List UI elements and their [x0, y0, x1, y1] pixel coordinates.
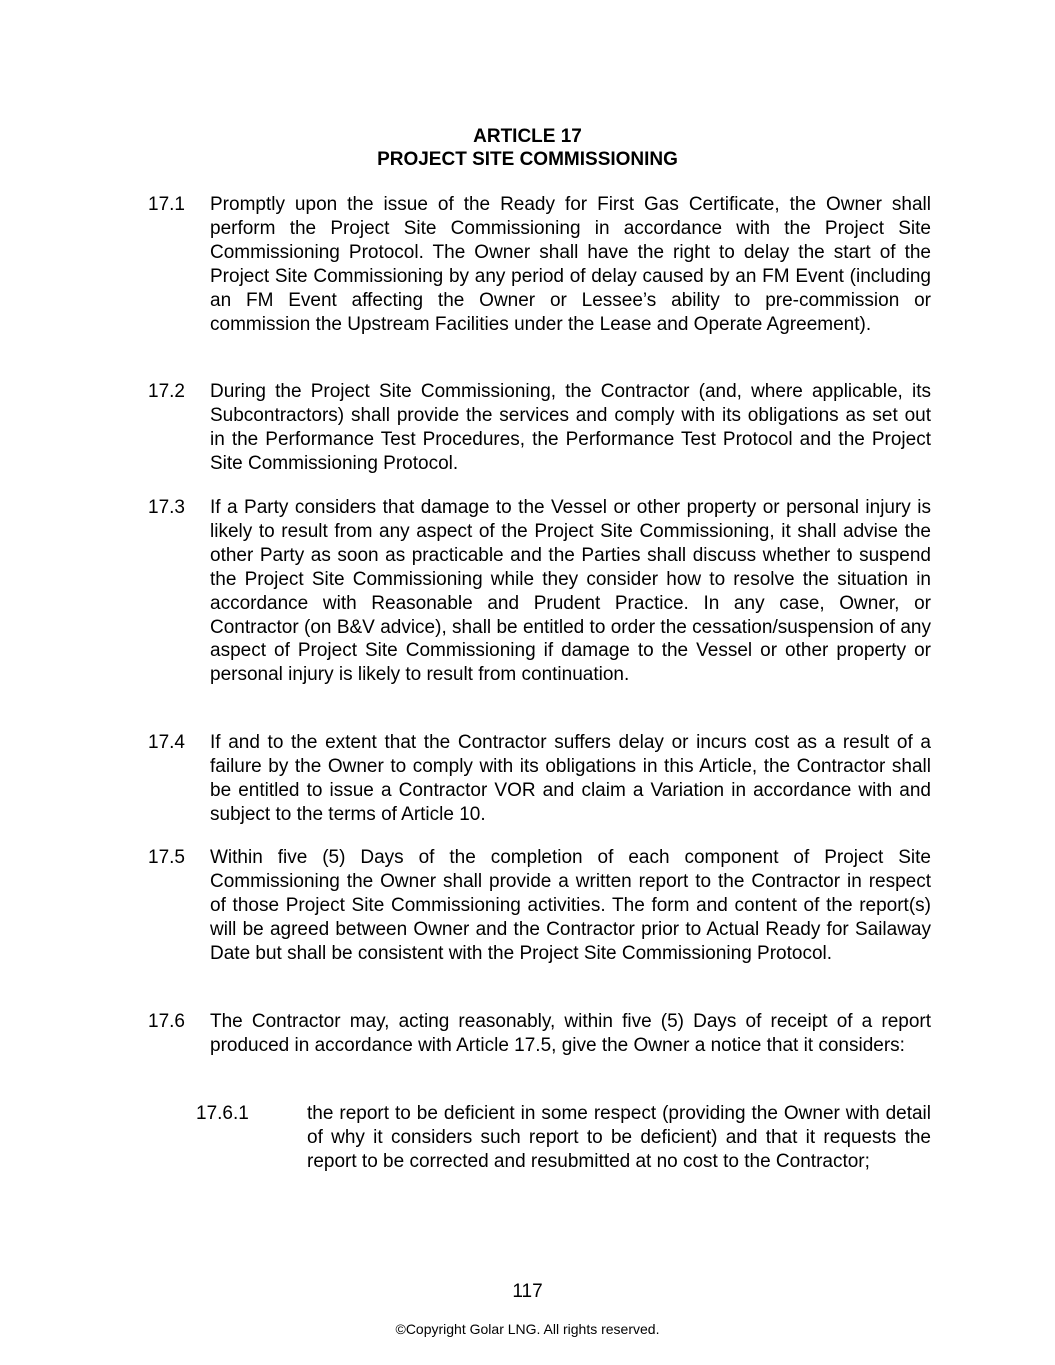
- clause-text: If a Party considers that damage to the Vessel or other property or personal injury is likely to result from any aspect of the Project Site Commissioning, it shall advise the other Party as soon as practicable and the Parties shall discuss whether to suspend the Project Site Commissioning while they consider how to resolve the situation in accordance with Reasonable and Prudent Practice. In any case, Owner, or Contractor (on B&V advice), shall be entitled to order the cessation/suspension of any aspect of Project Site Commissioning if damage to the Vessel or other property or personal injury is likely to result from continuation.: [210, 497, 931, 686]
- clause-text: If and to the extent that the Contractor suffers delay or incurs cost as a result of a failure by the Owner to comply with its obligations in this Article, the Contractor shall be entitled to issue a Contractor VOR and claim a Variation in accordance with and subject to the terms of Article 10.: [210, 732, 931, 825]
- clause-17-5: [148, 846, 931, 966]
- clause-number: 17.4: [148, 732, 185, 753]
- copyright-notice: ©Copyright Golar LNG. All rights reserved.: [395, 1321, 660, 1337]
- clause-17-1: [148, 193, 931, 336]
- clause-text: Promptly upon the issue of the Ready for First Gas Certificate, the Owner shall perform the Project Site Commissioning in accordance with the Project Site Commissioning Protocol. The Owner shall have the right to delay the start of the Project Site Commissioning by any period of delay caused by an FM Event (including an FM Event affecting the Owner or Lessee’s ability to pre-commission or commission the Upstream Facilities under the Lease and Operate Agreement).: [210, 194, 931, 335]
- clause-17-4: [148, 731, 931, 827]
- clause-17-6: [148, 1010, 931, 1058]
- clause-text: The Contractor may, acting reasonably, within five (5) Days of receipt of a report produced in accordance with Article 17.5, give the Owner a notice that it considers:: [210, 1011, 931, 1056]
- clause-number: 17.2: [148, 381, 185, 402]
- article-title-heading: PROJECT SITE COMMISSIONING: [377, 149, 678, 170]
- subclause-17-6-1: [196, 1102, 931, 1174]
- clause-text: During the Project Site Commissioning, the Contractor (and, where applicable, its Subcontractors) shall provide the services and comply with its obligations as set out in the Performance Test Procedures, the Performance Test Protocol and the Project Site Commissioning Protocol.: [210, 381, 931, 474]
- clause-17-3: [148, 496, 931, 687]
- subclause-number: 17.6.1: [196, 1103, 249, 1124]
- clause-number: 17.3: [148, 497, 185, 518]
- clause-17-2: [148, 380, 931, 476]
- clause-number: 17.6: [148, 1011, 185, 1032]
- clause-text: Within five (5) Days of the completion of each component of Project Site Commissioning the Owner shall provide a written report to the Contractor in respect of those Project Site Commissioning activities. The form and content of the report(s) will be agreed between Owner and the Contractor prior to Actual Ready for Sailaway Date but shall be consistent with the Project Site Commissioning Protocol.: [210, 847, 931, 964]
- page-number: 117: [512, 1281, 543, 1302]
- clause-number: 17.1: [148, 194, 185, 215]
- subclause-text: the report to be deficient in some respect (providing the Owner with detail of why it considers such report to be deficient) and that it requests the report to be corrected and resubmitted at no cost to the Contractor;: [307, 1103, 931, 1172]
- article-number-heading: ARTICLE 17: [473, 126, 582, 147]
- clause-number: 17.5: [148, 847, 185, 868]
